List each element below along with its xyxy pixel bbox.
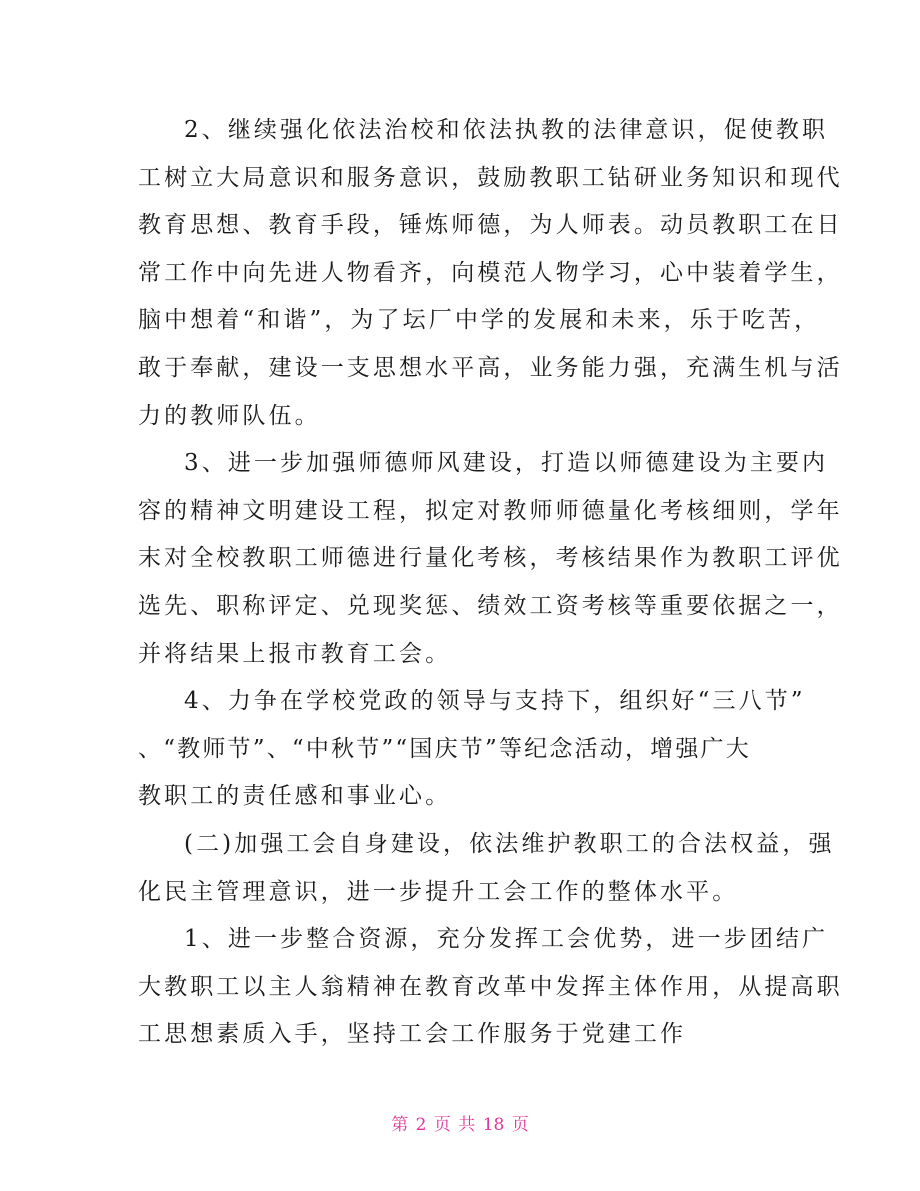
paragraph-line: 大教职工以主人翁精神在教育改革中发挥主体作用，从提高职 <box>138 973 843 1000</box>
paragraph-line: 工思想素质入手，坚持工会工作服务于党建工作 <box>138 1021 687 1048</box>
paragraph-line: 脑中想着“和谐”，为了坛厂中学的发展和未来，乐于吃苦， <box>138 307 821 334</box>
paragraph-line: 力的教师队伍。 <box>138 402 321 429</box>
paragraph-line: 1、进一步整合资源，充分发挥工会优势，进一步团结广 <box>184 926 829 953</box>
paragraph-line: 3、进一步加强师德师风建设，打造以师德建设为主要内 <box>184 450 829 477</box>
section-heading-line: (二)加强工会自身建设，依法维护教职工的合法权益，强 <box>184 830 835 857</box>
page-number-footer: 第 2 页 共 18 页 <box>391 1115 529 1135</box>
paragraph-line: 、“教师节”、“中秋节”“国庆节”等纪念活动，增强广大 <box>138 735 751 762</box>
paragraph-line: 末对全校教职工师德进行量化考核，考核结果作为教职工评优 <box>138 545 843 572</box>
paragraph-line: 容的精神文明建设工程，拟定对教师师德量化考核细则，学年 <box>138 497 843 524</box>
paragraph-line: 工树立大局意识和服务意识，鼓励教职工钻研业务知识和现代 <box>138 164 843 191</box>
paragraph-line: 4、力争在学校党政的领导与支持下，组织好“三八节” <box>184 688 806 715</box>
paragraph-line: 选先、职称评定、兑现奖惩、绩效工资考核等重要依据之一， <box>138 592 843 619</box>
paragraph-line: 教育思想、教育手段，锤炼师德，为人师表。动员教职工在日 <box>138 212 843 239</box>
paragraph-line: 并将结果上报市教育工会。 <box>138 640 452 667</box>
paragraph-line: 敢于奉献，建设一支思想水平高，业务能力强，充满生机与活 <box>138 354 843 381</box>
section-heading-line: 化民主管理意识，进一步提升工会工作的整体水平。 <box>138 878 739 905</box>
paragraph-line: 常工作中向先进人物看齐，向模范人物学习，心中装着学生， <box>138 259 843 286</box>
paragraph-line: 教职工的责任感和事业心。 <box>138 783 452 810</box>
paragraph-line: 2、继续强化依法治校和依法执教的法律意识，促使教职 <box>184 117 829 143</box>
document-body <box>138 107 843 1059</box>
